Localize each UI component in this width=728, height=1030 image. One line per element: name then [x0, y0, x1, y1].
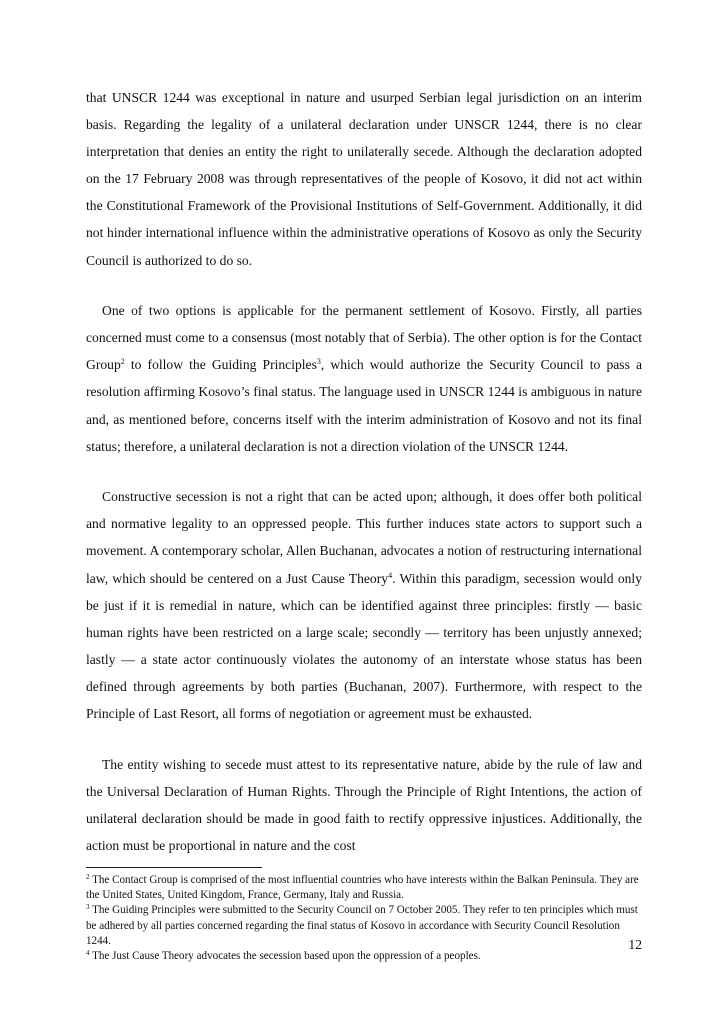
footnote-text: The Just Cause Theory advocates the secession based upon the oppression of a peoples. [89, 950, 481, 963]
footnote-ref-4[interactable]: 4 [388, 570, 393, 580]
footnote-number: 3 [86, 903, 90, 912]
footnote-text: The Guiding Principles were submitted to the Security Council on 7 October 2005. They refer to ten principles which must be adhered by all parties concerned regarding the final status of Kosovo in accordance with Security Council Resolution 1244. [86, 904, 638, 947]
footnote-number: 4 [86, 949, 90, 958]
paragraph-2 [86, 297, 642, 460]
footnote-number: 2 [86, 873, 90, 881]
paragraph-1 [86, 84, 642, 274]
footnote-4 [86, 949, 646, 964]
paragraph-text: . Within this paradigm, secession would only be just if it is remedial in nature, which can be identified against three principles: firstly — basic human rights have been restricted on a large scale; secondly — territory has been unjustly annexed; lastly — a state actor continuously violates the autonomy of an interstate whose status has been defined through agreements by both parties (Buchanan, 2007). Furthermore, with respect to the Principle of Last Resort, all forms of negotiation or agreement must be exhausted. [86, 570, 643, 721]
body-text [86, 84, 642, 882]
footnote-3 [86, 903, 646, 949]
footnotes [86, 873, 646, 964]
footnote-ref-2[interactable]: 2 [120, 357, 125, 367]
paragraph-4 [86, 751, 642, 859]
paragraph-text: , which would authorize the Security Council to pass a resolution affirming Kosovo’s final status. The language used in UNSCR 1244 is ambiguous in nature and, as mentioned before, concerns itself with the interim administration of Kosovo and not its final status; therefore, a unilateral declaration is not a direction violation of the UNSCR 1244. [86, 357, 643, 454]
footnote-2 [86, 873, 646, 903]
page-number: 12 [628, 937, 642, 952]
footnote-ref-3[interactable]: 3 [316, 357, 321, 367]
footnote-separator [86, 867, 262, 868]
paragraph-text: One of two options is applicable for the permanent settlement of Kosovo. Firstly, all parties concerned must come to a consensus (most notably that of Serbia). The other option is for the Contact Group [86, 303, 642, 373]
footnote-text: The Contact Group is comprised of the most influential countries who have interests within the Balkan Peninsula. They are the United States, United Kingdom, France, Germany, Italy and Russia. [86, 874, 639, 902]
paragraph-text: The entity wishing to secede must attest to its representative nature, abide by the rule of law and the Universal Declaration of Human Rights. Through the Principle of Right Intentions, the action of unilateral declaration should be made in good faith to rectify oppressive injustices. Additionally, the action must be proportional in nature and the cost [86, 756, 642, 853]
paragraph-3 [86, 483, 642, 727]
paragraph-text: that UNSCR 1244 was exceptional in nature and usurped Serbian legal jurisdiction on an interim basis. Regarding the legality of a unilateral declaration under UNSCR 1244, there is no clear interpretation that denies an entity the right to unilaterally secede. Although the declaration adopted on the 17 February 2008 was through representatives of the people of Kosovo, it did not act within the Constitutional Framework of the Provisional Institutions of Self-Government. Additionally, it did not hinder international influence within the administrative operations of Kosovo as only the Security Council is authorized to do so. [86, 90, 642, 268]
paragraph-text: Constructive secession is not a right that can be acted upon; although, it does offer both political and normative legality to an oppressed people. This further induces state actors to support such a movement. A contemporary scholar, Allen Buchanan, advocates a notion of restructuring international law, which should be centered on a Just Cause Theory [86, 489, 642, 586]
paragraph-text: to follow the Guiding Principles [124, 357, 317, 373]
